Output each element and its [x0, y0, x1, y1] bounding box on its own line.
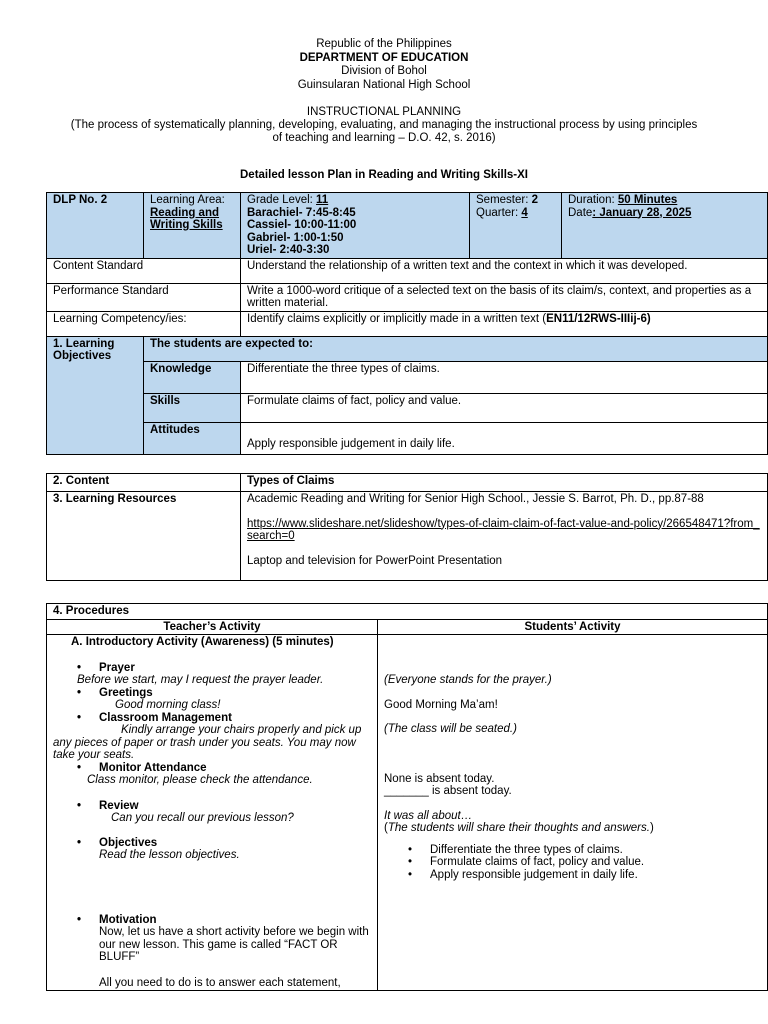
skills-label: Skills — [144, 393, 241, 422]
resource-link[interactable]: https://www.slideshare.net/slideshow/types-of-claim-claim-of-fact-value-and-policy/266548471?from_search=0 — [247, 517, 760, 542]
student-review-note: (The students will share their thoughts and answers.) — [384, 822, 654, 834]
learning-area-value-2: Writing Skills — [150, 219, 223, 231]
content-standard-value: Understand the relationship of a written text and the context in which it was developed. — [241, 258, 768, 283]
semester-label: Semester: — [476, 194, 532, 206]
semester — [476, 194, 555, 207]
student-attendance-response-1: None is absent today. — [384, 772, 495, 785]
teacher-activity-cell — [47, 635, 378, 991]
student-review-note-text: The students will share their thoughts and answers. — [387, 822, 650, 834]
skills-row — [47, 393, 768, 422]
competency-code: EN11/12RWS-IIIij-6) — [546, 312, 651, 325]
section-schedule: Gabriel- 1:00-1:50 — [247, 231, 344, 244]
quarter-value: 4 — [521, 206, 528, 219]
content-row — [47, 474, 768, 492]
monitor-attendance-text: Class monitor, please check the attendance. — [87, 774, 313, 786]
quarter-label: Quarter: — [476, 206, 522, 219]
performance-standard-label: Performance Standard — [47, 283, 241, 311]
planning-subtitle: (The process of systematically planning, developing, evaluating, and managing the instructional process by using principles of teaching and learning – D.O. 42, s. 2016) — [70, 119, 698, 144]
grade-level-label: Grade Level: — [247, 194, 317, 206]
grade-level — [247, 194, 463, 207]
info-row — [47, 193, 768, 259]
procedures-table — [46, 603, 768, 991]
semester-cell — [470, 193, 562, 259]
student-objective-item: • Apply responsible judgement in daily life. — [384, 869, 761, 882]
knowledge-value: Differentiate the three types of claims. — [241, 361, 768, 393]
activity-header-row — [47, 619, 768, 635]
quarter — [476, 207, 555, 220]
learning-area-value-1: Reading and — [150, 206, 220, 219]
content-standard-row — [47, 258, 768, 283]
attitudes-value: Apply responsible judgement in daily life. — [241, 422, 768, 454]
review-text: Can you recall our previous lesson? — [111, 812, 294, 824]
prayer-text: Before we start, may I request the prayer leader. — [77, 674, 324, 686]
review-label: • Review — [53, 800, 371, 813]
duration-cell — [562, 193, 768, 259]
learning-objectives-label: 1. Learning Objectives — [47, 336, 144, 454]
content-table — [46, 473, 768, 581]
semester-value: 2 — [531, 194, 539, 206]
date — [568, 207, 761, 220]
objectives-label: • Objectives — [53, 837, 371, 850]
objectives-header-row — [47, 336, 768, 361]
activity-row — [47, 635, 768, 991]
attitudes-row — [47, 422, 768, 454]
division-line: Division of Bohol — [341, 65, 427, 77]
department-line: DEPARTMENT OF EDUCATION — [299, 51, 469, 64]
resources-cell — [241, 492, 768, 581]
section-schedule: Cassiel- 10:00-11:00 — [247, 219, 357, 231]
resources-label: 3. Learning Resources — [47, 492, 241, 581]
duration — [568, 194, 761, 207]
dlp-title: Detailed lesson Plan in Reading and Writing Skills-XI — [240, 169, 528, 181]
monitor-attendance-label: • Monitor Attendance — [53, 762, 371, 775]
procedures-header-row — [47, 604, 768, 620]
knowledge-row — [47, 361, 768, 393]
content-value: Types of Claims — [241, 474, 768, 492]
skills-value: Formulate claims of fact, policy and value. — [241, 393, 768, 422]
student-greetings-response: Good Morning Ma’am! — [384, 698, 498, 711]
student-attendance-response-2: _______ is absent today. — [384, 785, 512, 797]
competency-row — [47, 311, 768, 336]
student-prayer-response: (Everyone stands for the prayer.) — [384, 674, 552, 686]
section-schedule: Barachiel- 7:45-8:45 — [247, 206, 356, 219]
instructional-planning — [0, 106, 768, 145]
competency-label: Learning Competency/ies: — [47, 311, 241, 336]
classroom-management-label: • Classroom Management — [53, 712, 371, 725]
procedures-label: 4. Procedures — [47, 604, 768, 620]
greetings-label: • Greetings — [53, 687, 371, 700]
expected-label: The students are expected to: — [144, 336, 768, 361]
students-activity-header: Students’ Activity — [378, 619, 768, 635]
teacher-activity-header: Teacher’s Activity — [47, 619, 378, 635]
knowledge-label: Knowledge — [144, 361, 241, 393]
date-value: : January 28, 2025 — [592, 206, 692, 219]
grade-level-value: 11 — [316, 194, 329, 206]
objectives-text: Read the lesson objectives. — [99, 849, 240, 861]
competency-value — [241, 311, 768, 336]
dlp-no-cell: DLP No. 2 — [47, 193, 144, 259]
section-schedule: Uriel- 2:40-3:30 — [247, 244, 330, 256]
content-standard-label: Content Standard — [47, 258, 241, 283]
grade-level-cell — [241, 193, 470, 259]
greetings-text: Good morning class! — [115, 699, 221, 711]
classroom-management-text: Kindly arrange your chairs properly and pick up any pieces of paper or trash under you seats. You may now take your seats. — [53, 724, 362, 761]
student-objective-item: • Formulate claims of fact, policy and value. — [384, 856, 761, 869]
content-label: 2. Content — [47, 474, 241, 492]
date-label: Date — [568, 206, 593, 219]
performance-standard-value: Write a 1000-word critique of a selected text on the basis of its claim/s, context, and properties as a written material. — [241, 283, 768, 311]
resources-row — [47, 492, 768, 581]
learning-area-cell — [144, 193, 241, 259]
school-line: Guinsularan National High School — [297, 78, 471, 91]
attitudes-label: Attitudes — [144, 422, 241, 454]
lesson-info-table — [46, 192, 768, 455]
motivation-text-2: All you need to do is to answer each statement, — [99, 976, 341, 989]
resource-book: Academic Reading and Writing for Senior High School., Jessie S. Barrot, Ph. D., pp.87-88 — [247, 493, 704, 505]
motivation-label: • Motivation — [53, 914, 371, 927]
duration-label: Duration: — [568, 194, 618, 206]
resource-equipment: Laptop and television for PowerPoint Presentation — [247, 554, 503, 567]
performance-standard-row — [47, 283, 768, 311]
student-seated-response: (The class will be seated.) — [384, 723, 517, 735]
competency-text: Identify claims explicitly or implicitly made in a written text ( — [247, 312, 547, 325]
students-activity-cell — [378, 635, 768, 991]
republic-line: Republic of the Philippines — [316, 38, 452, 50]
prayer-label: • Prayer — [53, 662, 371, 675]
document-header — [0, 38, 768, 92]
motivation-text: Now, let us have a short activity before we begin with our new lesson. This game is called “FACT OR BLUFF” — [99, 926, 369, 963]
student-review-response: It was all about… — [384, 809, 473, 822]
learning-area-label: Learning Area: — [150, 194, 225, 206]
student-objective-item: • Differentiate the three types of claims. — [384, 844, 761, 857]
intro-activity-heading: A. Introductory Activity (Awareness) (5 minutes) — [71, 636, 334, 648]
duration-value: 50 Minutes — [617, 194, 678, 206]
planning-title: INSTRUCTIONAL PLANNING — [306, 106, 462, 118]
